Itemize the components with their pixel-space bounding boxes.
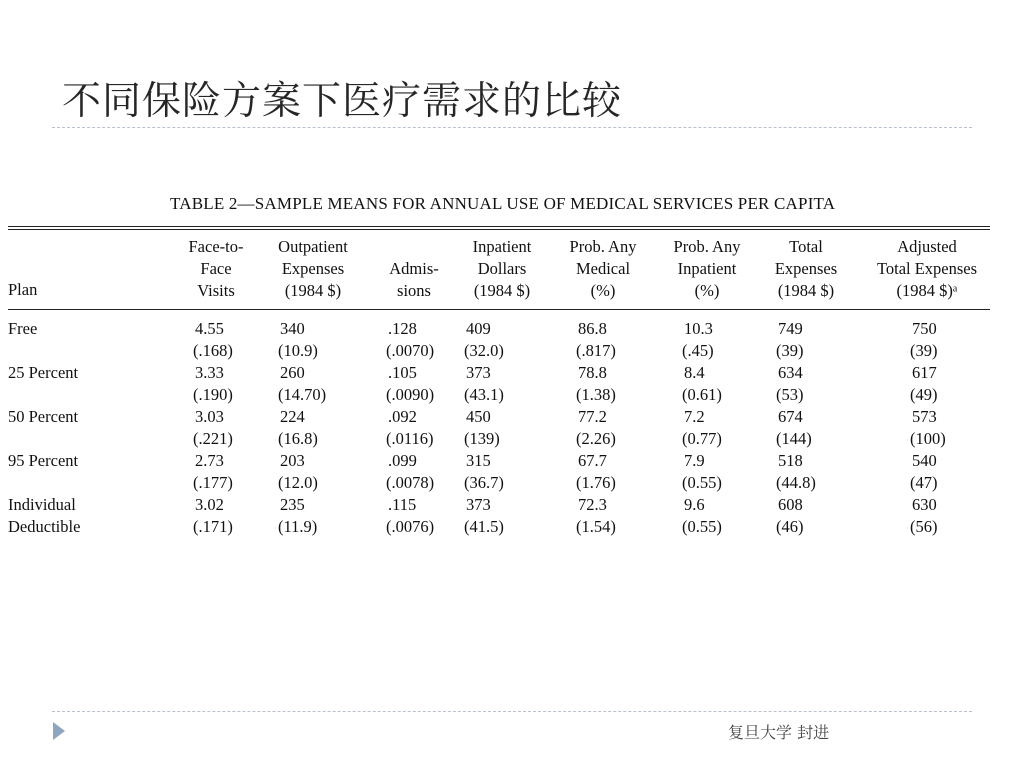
column-header: Face-to- Face Visits <box>188 237 244 300</box>
cell-standard-error: (.0090) <box>386 385 435 404</box>
cell-standard-error: (1.76) <box>576 473 616 492</box>
cell-mean: 315 <box>466 451 491 470</box>
cell-mean: 608 <box>778 495 803 514</box>
cell-standard-error: (10.9) <box>278 341 318 360</box>
cell-standard-error: (0.55) <box>682 473 722 492</box>
cell-mean: 340 <box>280 319 305 338</box>
play-arrow-icon <box>53 722 65 740</box>
row-plan-label: 95 Percent <box>8 451 79 470</box>
cell-standard-error: (43.1) <box>464 385 504 404</box>
cell-standard-error: (144) <box>776 429 812 448</box>
cell-standard-error: (36.7) <box>464 473 504 492</box>
slide-title: 不同保险方案下医疗需求的比较 <box>62 79 623 124</box>
cell-mean: 78.8 <box>578 363 607 382</box>
cell-standard-error: (39) <box>910 341 938 360</box>
column-header: Adjusted Total Expenses (1984 $)ᵃ <box>876 237 978 300</box>
cell-mean: 373 <box>466 495 491 514</box>
cell-mean: 203 <box>280 451 305 470</box>
cell-mean: 634 <box>778 363 803 382</box>
cell-mean: 674 <box>778 407 803 426</box>
cell-mean: 224 <box>280 407 305 426</box>
column-header: Total Expenses (1984 $) <box>774 237 838 300</box>
cell-mean: 630 <box>912 495 937 514</box>
cell-mean: 750 <box>912 319 937 338</box>
table-header-rule <box>8 309 990 310</box>
cell-standard-error: (47) <box>910 473 938 492</box>
cell-standard-error: (12.0) <box>278 473 318 492</box>
cell-mean: 9.6 <box>684 495 705 514</box>
row-plan-label: Individual Deductible <box>8 495 81 536</box>
cell-standard-error: (.168) <box>193 341 233 360</box>
cell-standard-error: (11.9) <box>278 517 318 536</box>
row-plan-label: Free <box>8 319 38 338</box>
cell-mean: 7.9 <box>684 451 705 470</box>
cell-mean: 4.55 <box>195 319 224 338</box>
cell-mean: 373 <box>466 363 491 382</box>
cell-standard-error: (2.26) <box>576 429 616 448</box>
cell-mean: 3.02 <box>195 495 224 514</box>
cell-standard-error: (0.61) <box>682 385 722 404</box>
cell-standard-error: (0.55) <box>682 517 722 536</box>
column-header: Prob. Any Inpatient (%) <box>673 237 741 300</box>
cell-mean: .115 <box>388 495 417 514</box>
table-top-rule-2 <box>8 229 990 230</box>
cell-standard-error: (.817) <box>576 341 616 360</box>
cell-standard-error: (.0116) <box>386 429 434 448</box>
cell-mean: 72.3 <box>578 495 607 514</box>
row-plan-label: 50 Percent <box>8 407 79 426</box>
cell-mean: 2.73 <box>195 451 224 470</box>
cell-mean: 617 <box>912 363 937 382</box>
cell-standard-error: (139) <box>464 429 500 448</box>
column-header: Admis- sions <box>389 259 439 300</box>
cell-mean: 3.03 <box>195 407 224 426</box>
cell-mean: .128 <box>388 319 417 338</box>
cell-mean: 518 <box>778 451 803 470</box>
cell-standard-error: (56) <box>910 517 938 536</box>
cell-standard-error: (32.0) <box>464 341 504 360</box>
cell-standard-error: (44.8) <box>776 473 816 492</box>
cell-standard-error: (.171) <box>193 517 233 536</box>
cell-standard-error: (0.77) <box>682 429 722 448</box>
cell-standard-error: (41.5) <box>464 517 504 536</box>
cell-standard-error: (.177) <box>193 473 233 492</box>
cell-mean: 86.8 <box>578 319 607 338</box>
cell-mean: 409 <box>466 319 491 338</box>
cell-mean: 10.3 <box>684 319 713 338</box>
table-caption: TABLE 2—SAMPLE MEANS FOR ANNUAL USE OF MEDICAL SERVICES PER CAPITA <box>170 194 836 213</box>
cell-standard-error: (1.54) <box>576 517 616 536</box>
title-divider <box>52 127 972 128</box>
cell-mean: 7.2 <box>684 407 705 426</box>
cell-standard-error: (53) <box>776 385 804 404</box>
cell-mean: 260 <box>280 363 305 382</box>
cell-mean: 573 <box>912 407 937 426</box>
column-header: Prob. Any Medical (%) <box>569 237 637 300</box>
cell-standard-error: (.0076) <box>386 517 435 536</box>
cell-standard-error: (.0078) <box>386 473 435 492</box>
footer-divider <box>52 711 972 712</box>
column-header: Inpatient Dollars (1984 $) <box>472 237 532 300</box>
footer-author: 复旦大学 封进 <box>728 723 830 742</box>
cell-standard-error: (1.38) <box>576 385 616 404</box>
cell-mean: 77.2 <box>578 407 607 426</box>
cell-mean: .099 <box>388 451 417 470</box>
column-header: Outpatient Expenses (1984 $) <box>278 237 348 300</box>
cell-mean: 67.7 <box>578 451 607 470</box>
cell-standard-error: (14.70) <box>278 385 327 404</box>
cell-mean: 8.4 <box>684 363 705 382</box>
cell-standard-error: (39) <box>776 341 804 360</box>
cell-standard-error: (49) <box>910 385 938 404</box>
cell-standard-error: (.0070) <box>386 341 435 360</box>
cell-mean: .092 <box>388 407 417 426</box>
cell-standard-error: (.221) <box>193 429 233 448</box>
plan-column-header: Plan <box>8 280 38 299</box>
cell-mean: 749 <box>778 319 803 338</box>
cell-mean: 540 <box>912 451 937 470</box>
cell-standard-error: (16.8) <box>278 429 318 448</box>
cell-standard-error: (100) <box>910 429 946 448</box>
cell-mean: .105 <box>388 363 417 382</box>
cell-mean: 450 <box>466 407 491 426</box>
row-plan-label: 25 Percent <box>8 363 79 382</box>
cell-mean: 3.33 <box>195 363 224 382</box>
table-top-rule <box>8 226 990 227</box>
cell-standard-error: (.45) <box>682 341 714 360</box>
cell-standard-error: (46) <box>776 517 804 536</box>
cell-standard-error: (.190) <box>193 385 233 404</box>
cell-mean: 235 <box>280 495 305 514</box>
